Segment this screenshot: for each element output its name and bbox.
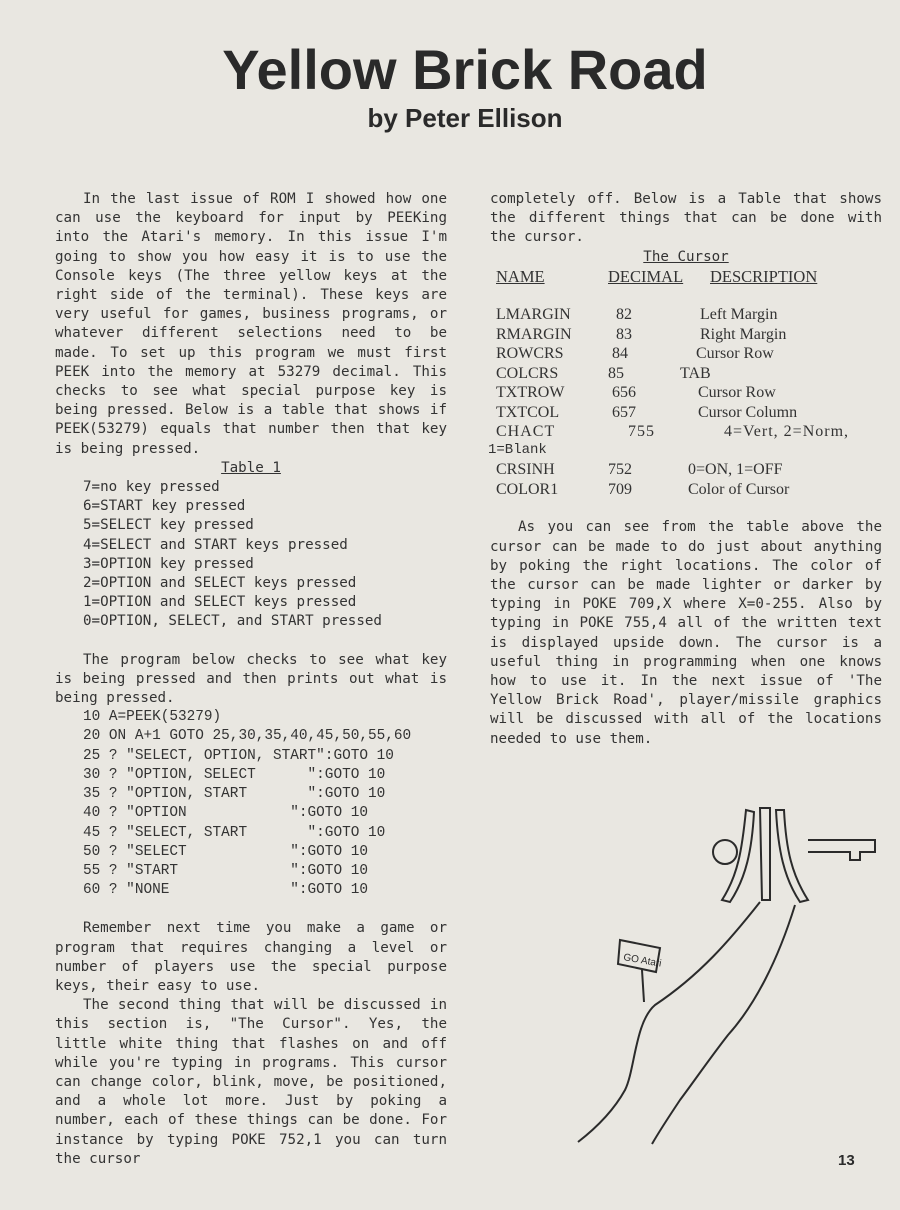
table-row (496, 344, 882, 364)
cursor-intro-paragraph: The second thing that will be discussed in this section is, "The Cursor". Yes, the little white thing that flashes on and off while you're typing in programs. This cursor can change color, blink, move, be positioned, and a whole lot more. Just by poking a number, each of these things can be done. For instance by typing POKE 752,1 you can turn the cursor (55, 997, 447, 1167)
table1-item: 2=OPTION and SELECT keys pressed (83, 575, 357, 592)
header-name: NAME (496, 266, 545, 286)
row-description: Cursor Row (698, 384, 776, 402)
row-description: Cursor Row (696, 345, 774, 363)
key-shaft (808, 840, 875, 860)
table-row (496, 460, 882, 480)
table1-item: 5=SELECT key pressed (83, 517, 254, 534)
header-description: DESCRIPTION (710, 266, 818, 286)
row-name: LMARGIN (496, 306, 571, 324)
cursor-table-body (490, 305, 882, 499)
row-description-continued: 1=Blank (488, 442, 547, 459)
row-decimal: 752 (608, 461, 632, 479)
table-row (496, 325, 882, 345)
atari-logo-center-stroke (760, 808, 770, 900)
key-bow (713, 840, 737, 864)
code-line: 35 ? "OPTION, START ":GOTO 10 (83, 786, 386, 803)
table1-item: 0=OPTION, SELECT, and START pressed (83, 613, 382, 630)
table-row (496, 305, 882, 325)
table-row (496, 403, 882, 423)
table1-item: 3=OPTION key pressed (83, 555, 254, 572)
article-byline: by Peter Ellison (367, 103, 563, 133)
code-line: 50 ? "SELECT ":GOTO 10 (83, 843, 368, 860)
row-name: COLOR1 (496, 480, 559, 498)
code-line: 45 ? "SELECT, START ":GOTO 10 (83, 824, 386, 841)
row-decimal: 656 (612, 384, 636, 402)
intro-paragraph: In the last issue of ROM I showed how one can use the keyboard for input by PEEKing into the Atari's memory. In this issue I'm going to show you how easy it is to use the Console keys (The three yellow keys at the right side of the terminal). These keys are very useful for games, business programs, or whatever different selections need to be made. To set up this program we must first PEEK into the memory at 53279 decimal. This checks to see what special purpose key is being pressed. Below is a table that shows if PEEK(53279) equals that number then that key is being pressed. (55, 191, 447, 457)
cursor-continued-paragraph: completely off. Below is a Table that shows the different things that can be done with the cursor. (490, 191, 882, 246)
row-description: Color of Cursor (688, 480, 790, 498)
atari-logo-right-stroke (776, 810, 808, 902)
header-decimal: DECIMAL (608, 266, 684, 286)
program-intro-paragraph: The program below checks to see what key is being pressed and then prints out what is being pressed. (55, 651, 447, 707)
code-line: 20 ON A+1 GOTO 25,30,35,40,45,50,55,60 (83, 728, 412, 745)
row-decimal: 85 (608, 364, 624, 382)
code-line: 55 ? "START ":GOTO 10 (83, 862, 368, 879)
road-left-edge (578, 902, 760, 1142)
row-name: RMARGIN (496, 325, 572, 343)
table1-item: 6=START key pressed (83, 498, 246, 515)
row-description: Left Margin (700, 306, 778, 324)
row-decimal: 657 (612, 403, 636, 421)
row-name: TXTROW (496, 384, 565, 402)
code-line: 10 A=PEEK(53279) (83, 709, 222, 726)
table-row (496, 480, 882, 500)
table-row (496, 422, 882, 441)
row-decimal: 84 (612, 345, 628, 363)
code-listing (55, 708, 447, 900)
row-name: COLCRS (496, 364, 559, 382)
row-description: Right Margin (700, 325, 787, 343)
row-description: 4=Vert, 2=Norm, (724, 423, 850, 441)
right-column (490, 190, 882, 749)
page-number: 13 (838, 1152, 855, 1169)
road-right-edge (652, 905, 795, 1144)
road-illustration (560, 790, 890, 1150)
table1-item: 4=SELECT and START keys pressed (83, 536, 348, 553)
code-line: 30 ? "OPTION, SELECT ":GOTO 10 (83, 766, 386, 783)
table-row (496, 364, 882, 384)
code-line: 60 ? "NONE ":GOTO 10 (83, 882, 368, 899)
table1-list (55, 478, 447, 632)
table1-title: Table 1 (221, 459, 281, 476)
cursor-summary-paragraph: As you can see from the table above the cursor can be made to do just about anything by poking the right locations. The color of the cursor can be made lighter or darker by typing in POKE 709,X where X=0-255. Also by typing in POKE 755,4 all of the written text is displayed upside down. The cursor is a useful thing in programming when one knows how to use it. In the next issue of 'The Yellow Brick Road', player/missile graphics will be discussed with all of the locations needed to use them. (490, 519, 882, 747)
table-row (496, 383, 882, 403)
signpost-pole (642, 970, 644, 1002)
table1-item: 1=OPTION and SELECT keys pressed (83, 594, 357, 611)
cursor-table-title: The Cursor (643, 248, 729, 265)
signpost-text: GO Atari (622, 952, 663, 970)
code-line: 40 ? "OPTION ":GOTO 10 (83, 805, 368, 822)
row-name: TXTCOL (496, 403, 560, 421)
row-decimal: 755 (628, 423, 655, 441)
row-name: ROWCRS (496, 345, 564, 363)
cursor-table-header (496, 267, 882, 286)
article-title: Yellow Brick Road (222, 38, 708, 101)
table1-item: 7=no key pressed (83, 479, 220, 496)
row-decimal: 83 (616, 325, 632, 343)
row-description: 0=ON, 1=OFF (688, 461, 783, 479)
row-name: CRSINH (496, 461, 555, 479)
row-description: Cursor Column (698, 403, 798, 421)
row-decimal: 709 (608, 480, 632, 498)
left-column (55, 190, 447, 1169)
atari-logo-left-stroke (722, 810, 754, 902)
row-description: TAB (680, 364, 711, 382)
row-name: CHACT (496, 423, 556, 441)
row-decimal: 82 (616, 306, 632, 324)
code-line: 25 ? "SELECT, OPTION, START":GOTO 10 (83, 747, 394, 764)
remember-paragraph: Remember next time you make a game or program that requires changing a level or number of players use the special purpose keys, their easy to use. (55, 920, 447, 994)
